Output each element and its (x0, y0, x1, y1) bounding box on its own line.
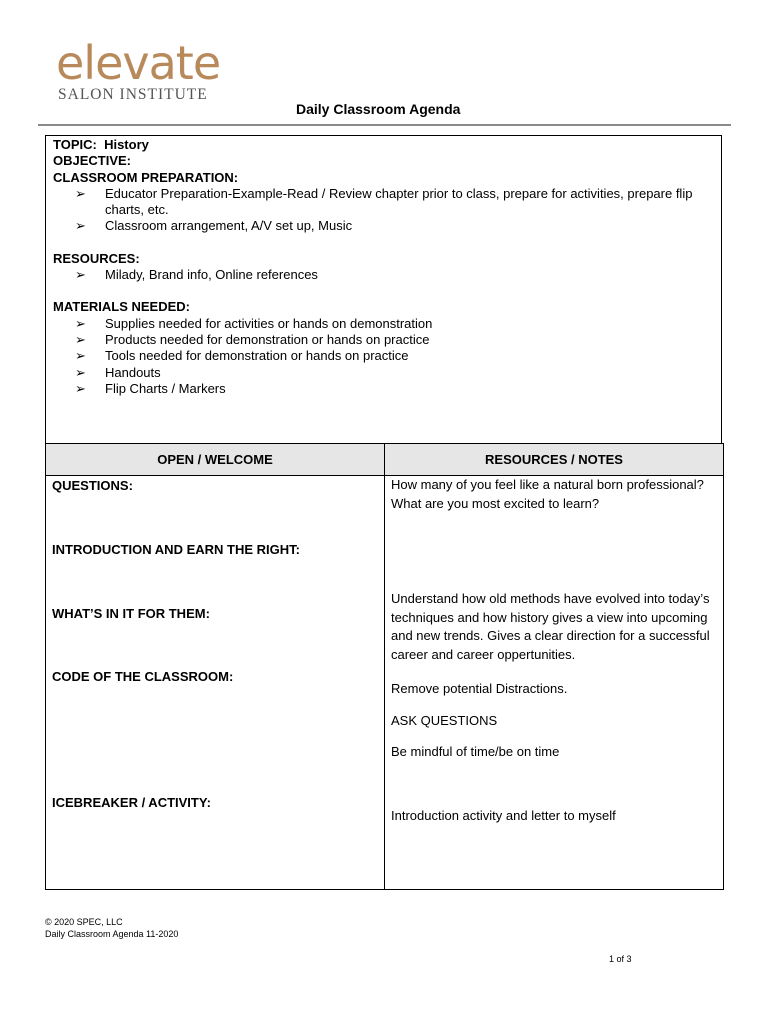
arrow-bullet-icon: ➢ (75, 364, 86, 380)
page-number: 1 of 3 (609, 954, 632, 964)
questions-label: QUESTIONS: (52, 478, 133, 493)
objective-label: OBJECTIVE: (53, 153, 132, 169)
document-title: Daily Classroom Agenda (296, 101, 461, 117)
list-item: ➢ Tools needed for demonstration or hands on practice (75, 348, 409, 364)
whats-in-it-label: WHAT’S IN IT FOR THEM: (52, 606, 210, 621)
topic-label: TOPIC: (53, 137, 97, 152)
ask-questions-note: ASK QUESTIONS (391, 713, 498, 728)
whats-in-it-note: Understand how old methods have evolved into today’s techniques and how history gives a view into upcoming and new trends. Gives a clear direction for a successful career and career oppertunities. (391, 591, 710, 662)
arrow-bullet-icon: ➢ (75, 267, 86, 283)
materials-list (53, 316, 714, 397)
agenda-notes-cell (385, 476, 724, 890)
distractions-note: Remove potential Distractions. (391, 681, 568, 696)
document-code: Daily Classroom Agenda 11-2020 (45, 929, 179, 939)
agenda-table (45, 443, 724, 890)
table-header-row (46, 444, 724, 476)
code-of-classroom-label: CODE OF THE CLASSROOM: (52, 669, 234, 684)
resources-list (53, 267, 714, 283)
list-item: ➢ Educator Preparation-Example-Read / Review chapter prior to class, prepare for activities, prepare flip charts, etc. (75, 185, 693, 218)
column-header-open-welcome: OPEN / WELCOME (46, 444, 385, 476)
arrow-bullet-icon: ➢ (75, 185, 86, 201)
arrow-bullet-icon: ➢ (75, 315, 86, 331)
arrow-bullet-icon: ➢ (75, 331, 86, 347)
resources-label: RESOURCES: (53, 250, 140, 266)
list-item: ➢ Handouts (75, 364, 161, 380)
header-divider (38, 124, 731, 126)
icebreaker-label: ICEBREAKER / ACTIVITY: (52, 795, 211, 810)
arrow-bullet-icon: ➢ (75, 380, 86, 396)
logo-wordmark: elevate (56, 36, 221, 90)
topic-line (53, 137, 714, 153)
time-note: Be mindful of time/be on time (391, 744, 560, 759)
brand-logo (56, 36, 256, 104)
preparation-label: CLASSROOM PREPARATION: (53, 169, 239, 185)
topic-value: History (104, 137, 149, 152)
icebreaker-note: Introduction activity and letter to myself (391, 808, 616, 823)
list-item: ➢ Milady, Brand info, Online references (75, 267, 318, 283)
lesson-overview-box (45, 135, 722, 443)
arrow-bullet-icon: ➢ (75, 218, 86, 234)
questions-note: How many of you feel like a natural born professional? What are you most excited to learn? (391, 477, 704, 511)
agenda-labels-cell (46, 476, 385, 890)
arrow-bullet-icon: ➢ (75, 348, 86, 364)
materials-label: MATERIALS NEEDED: (53, 299, 190, 315)
preparation-list (53, 186, 714, 235)
footer (45, 916, 178, 940)
list-item: ➢ Flip Charts / Markers (75, 380, 226, 396)
introduction-label: INTRODUCTION AND EARN THE RIGHT: (52, 542, 300, 557)
copyright-text: © 2020 SPEC, LLC (45, 917, 123, 927)
column-header-resources-notes: RESOURCES / NOTES (385, 444, 724, 476)
logo-subline: SALON INSTITUTE (58, 86, 208, 103)
table-row (46, 476, 724, 890)
list-item: ➢ Classroom arrangement, A/V set up, Music (75, 218, 353, 234)
list-item: ➢ Products needed for demonstration or hands on practice (75, 331, 430, 347)
list-item: ➢ Supplies needed for activities or hands on demonstration (75, 315, 433, 331)
